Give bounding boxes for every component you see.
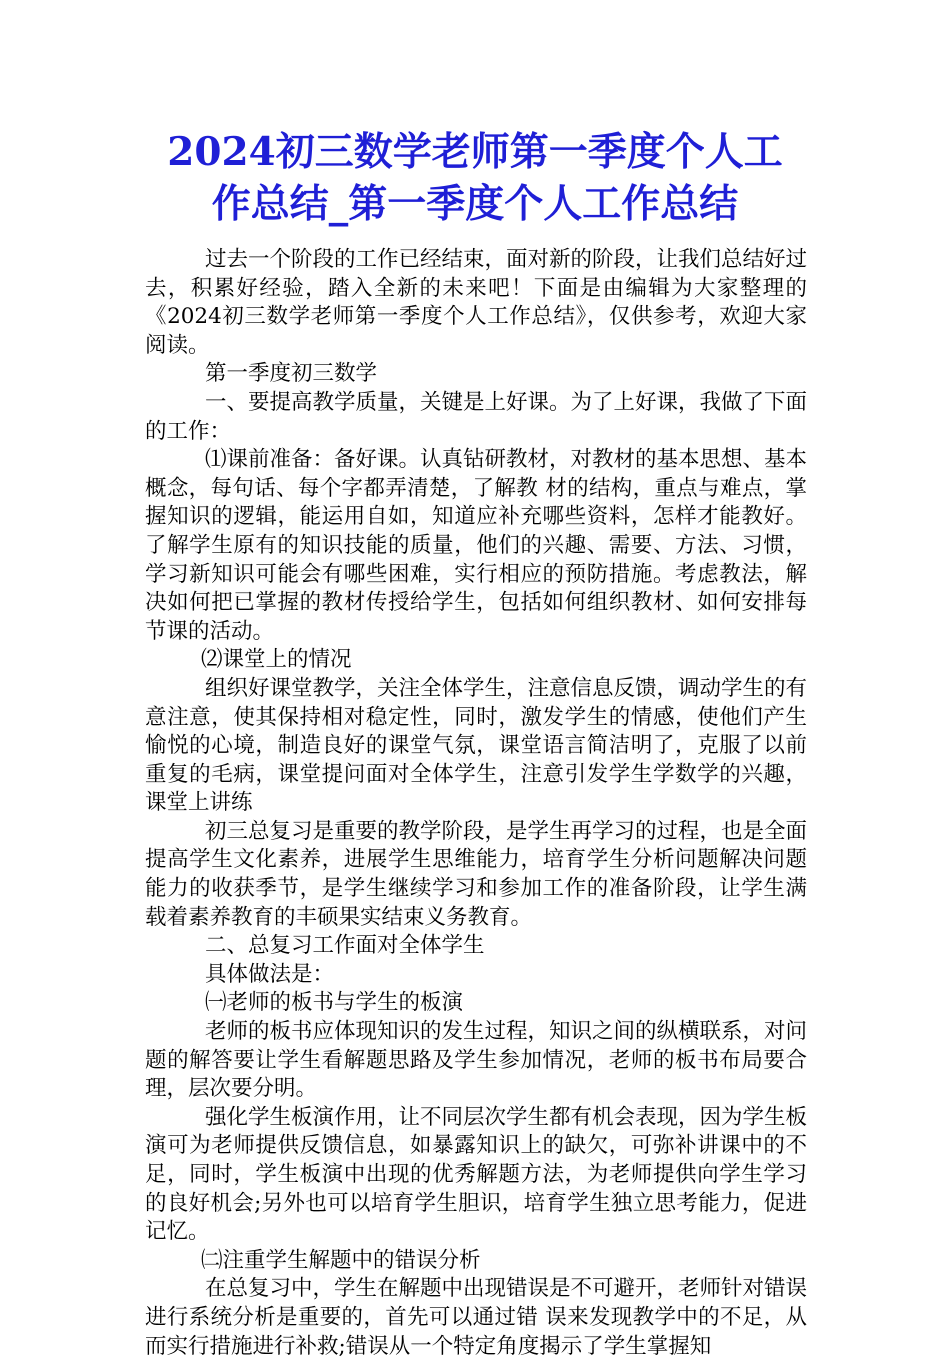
subheading-blackboard: ㈠老师的板书与学生的板演 [205, 990, 464, 1016]
paragraph-review-stage: 初三总复习是重要的教学阶段，是学生再学习的过程，也是全面提高学生文化素养，进展学生思维能力，培育学生分析问题解决问题能力的收获季节，是学生继续学习和参加工作的准备阶段，让学生满载着素养教育的丰硕果实结束义务教育。 [145, 818, 808, 930]
paragraph-classroom: 组织好课堂教学，关注全体学生，注意信息反馈，调动学生的有意注意，使其保持相对稳定性，同时，激发学生的情感，使他们产生愉悦的心境，制造良好的课堂气氛，课堂语言简洁明了，克服了以前重复的毛病，课堂提问面对全体学生，注意引发学生学数学的兴趣，课堂上讲练 [145, 675, 808, 816]
title-line-1: 2024初三数学老师第一季度个人工 [167, 129, 783, 175]
section-heading-two: 二、总复习工作面对全体学生 [205, 933, 485, 959]
paragraph-methods: 具体做法是： [205, 961, 335, 987]
paragraph-preparation: ⑴课前准备：备好课。认真钻研教材，对教材的基本思想、基本概念，每句话、每个字都弄清楚，了解教 材的结构，重点与难点，掌握知识的逻辑，能运用自如，知道应补充哪些资料，怎样才能教好。了解学生原有的知识技能的质量，他们的兴趣、需要、方法、习惯， 学习新知识可能会有哪些困难，实行相应的预防措施。考虑教法，解决如何把已掌握的教材传授给学生，包括如何组织教材、如何安排每节课的活动。 [145, 447, 808, 644]
title-line-2: 作总结_第一季度个人工作总结 [211, 181, 739, 227]
paragraph-intro: 过去一个阶段的工作已经结束，面对新的阶段，让我们总结好过去，积累好经验，踏入全新的未来吧！下面是由编辑为大家整理的《2024初三数学老师第一季度个人工作总结》，仅供参考，欢迎大家阅读。 [145, 247, 808, 358]
document-body [145, 246, 807, 1361]
document-title [120, 126, 830, 230]
section-heading-q1-math: 第一季度初三数学 [205, 361, 378, 387]
subheading-classroom: ⑵课堂上的情况 [201, 647, 352, 673]
paragraph-teacher-board: 老师的板书应体现知识的发生过程，知识之间的纵横联系，对问题的解答要让学生看解题思路及学生参加情况，老师的板书布局要合理，层次要分明。 [145, 1019, 808, 1102]
section-heading-one: 一、要提高教学质量，关键是上好课。为了上好课，我做了下面的工作： [145, 389, 808, 444]
paragraph-error-analysis: 在总复习中，学生在解题中出现错误是不可避开，老师针对错误进行系统分析是重要的，首先可以通过错 误来发现教学中的不足，从而实行措施进行补救;错误从一个特定角度揭示了学生掌握知 [145, 1276, 808, 1359]
paragraph-student-board: 强化学生板演作用，让不同层次学生都有机会表现，因为学生板演可为老师提供反馈信息，如暴露知识上的缺欠，可弥补讲课中的不足，同时，学生板演中出现的优秀解题方法，为老师提供向学生学习的良好机会;另外也可以培育学生胆识，培育学生独立思考能力，促进记忆。 [145, 1104, 808, 1245]
subheading-error-analysis: ㈡注重学生解题中的错误分析 [201, 1247, 481, 1273]
